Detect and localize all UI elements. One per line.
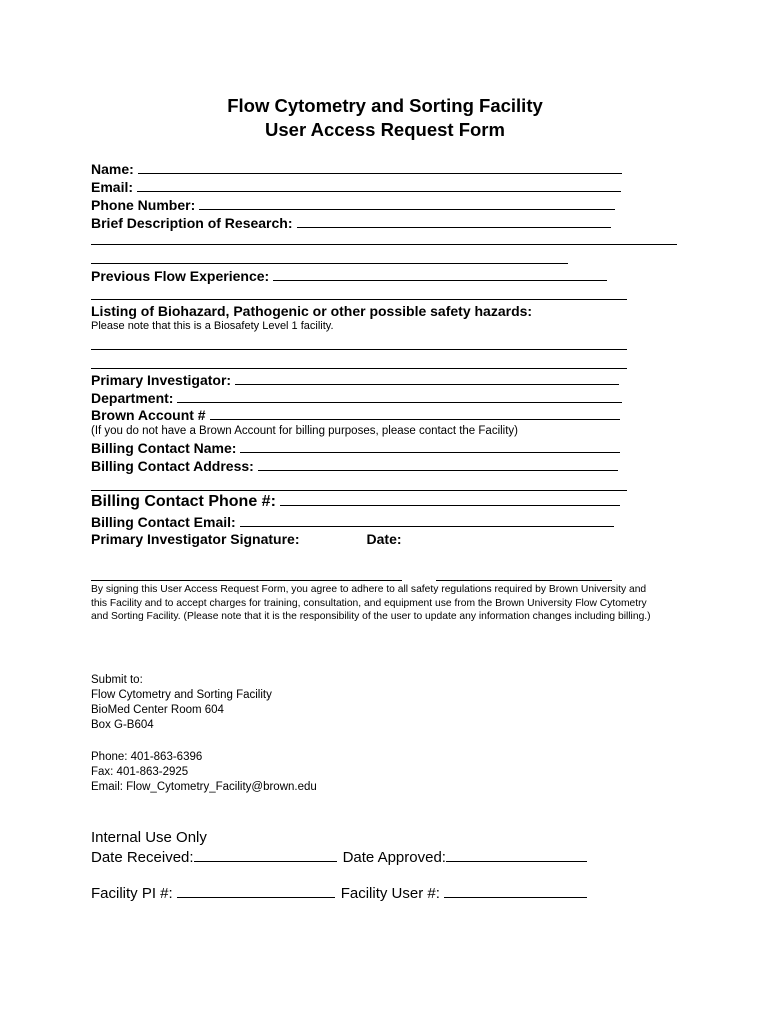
account-note: (If you do not have a Brown Account for billing purposes, please contact the Facility)	[91, 425, 519, 437]
email-label: Email:	[91, 179, 134, 195]
email-field[interactable]	[137, 178, 621, 192]
date-received-label: Date Received:	[91, 849, 194, 866]
name-field[interactable]	[138, 160, 622, 174]
internal-ids-row	[91, 883, 587, 902]
facility-user-field[interactable]	[444, 883, 587, 898]
signature-line[interactable]	[91, 580, 402, 581]
submit-block	[91, 673, 272, 733]
name-label: Name:	[91, 161, 134, 177]
pi-label: Primary Investigator:	[91, 372, 232, 388]
phone-row	[91, 196, 615, 214]
billing-address-row	[91, 457, 618, 475]
billing-name-field[interactable]	[240, 439, 620, 453]
internal-dates-row	[91, 847, 587, 866]
submit-heading: Submit to:	[91, 674, 143, 686]
research-label: Brief Description of Research:	[91, 215, 293, 231]
signature-row	[91, 531, 402, 549]
contact-phone: Phone: 401-863-6396	[91, 751, 203, 763]
billing-name-row	[91, 439, 620, 457]
email-row	[91, 178, 621, 196]
research-line-2[interactable]	[91, 244, 677, 245]
billing-phone-row	[91, 492, 620, 510]
agreement-text: By signing this User Access Request Form, you agree to adhere to all safety regulations required by Brown University and this Facility and to accept charges for training, consultation, and equipment use from the Brown University Flow Cytometry and Sorting Facility. (Please note that it is the responsibility of the user to update any information changes including billing.)	[91, 584, 651, 623]
submit-line-2: BioMed Center Room 604	[91, 704, 224, 716]
hazards-line-1[interactable]	[91, 349, 627, 350]
research-row	[91, 214, 611, 232]
hazards-label: Listing of Biohazard, Pathogenic or other possible safety hazards:	[91, 303, 533, 319]
contact-block	[91, 750, 317, 795]
facility-pi-label: Facility PI #:	[91, 885, 173, 902]
research-line-3[interactable]	[91, 263, 568, 264]
account-row	[91, 406, 620, 424]
phone-label: Phone Number:	[91, 197, 196, 213]
pi-row	[91, 371, 619, 389]
billing-address-field[interactable]	[258, 457, 618, 471]
hazards-row	[91, 303, 532, 321]
department-field[interactable]	[177, 389, 622, 403]
hazards-note: Please note that this is a Biosafety Level 1 facility.	[91, 320, 334, 332]
flow-experience-field[interactable]	[273, 267, 607, 281]
billing-address-line-2[interactable]	[91, 490, 627, 491]
contact-fax: Fax: 401-863-2925	[91, 766, 189, 778]
hazards-line-2[interactable]	[91, 368, 627, 369]
date-approved-label: Date Approved:	[342, 849, 446, 866]
form-title: Flow Cytometry and Sorting Facility	[227, 95, 543, 116]
billing-phone-field[interactable]	[280, 492, 620, 506]
pi-field[interactable]	[235, 371, 619, 385]
submit-line-3: Box G-B604	[91, 719, 154, 731]
internal-heading: Internal Use Only	[91, 829, 207, 846]
form-subtitle: User Access Request Form	[265, 119, 505, 140]
name-row	[91, 160, 622, 178]
facility-user-label: Facility User #:	[340, 885, 440, 902]
billing-phone-label: Billing Contact Phone #:	[91, 493, 276, 510]
flow-experience-row	[91, 267, 607, 285]
pi-signature-label: Primary Investigator Signature:	[91, 531, 300, 547]
phone-field[interactable]	[199, 196, 615, 210]
date-line[interactable]	[436, 580, 612, 581]
research-field[interactable]	[297, 214, 611, 228]
account-field[interactable]	[210, 406, 620, 420]
contact-email[interactable]: Email: Flow_Cytometry_Facility@brown.edu	[91, 781, 317, 793]
date-received-field[interactable]	[194, 847, 337, 862]
billing-address-label: Billing Contact Address:	[91, 458, 254, 474]
billing-name-label: Billing Contact Name:	[91, 440, 237, 456]
facility-pi-field[interactable]	[177, 883, 335, 898]
department-row	[91, 389, 622, 407]
billing-email-row	[91, 513, 614, 531]
account-label: Brown Account #	[91, 407, 206, 423]
department-label: Department:	[91, 390, 174, 406]
billing-email-label: Billing Contact Email:	[91, 514, 236, 530]
date-label: Date:	[366, 531, 402, 547]
date-approved-field[interactable]	[446, 847, 587, 862]
submit-line-1: Flow Cytometry and Sorting Facility	[91, 689, 272, 701]
billing-email-field[interactable]	[240, 513, 614, 527]
flow-experience-line-2[interactable]	[91, 299, 627, 300]
flow-experience-label: Previous Flow Experience:	[91, 268, 270, 284]
